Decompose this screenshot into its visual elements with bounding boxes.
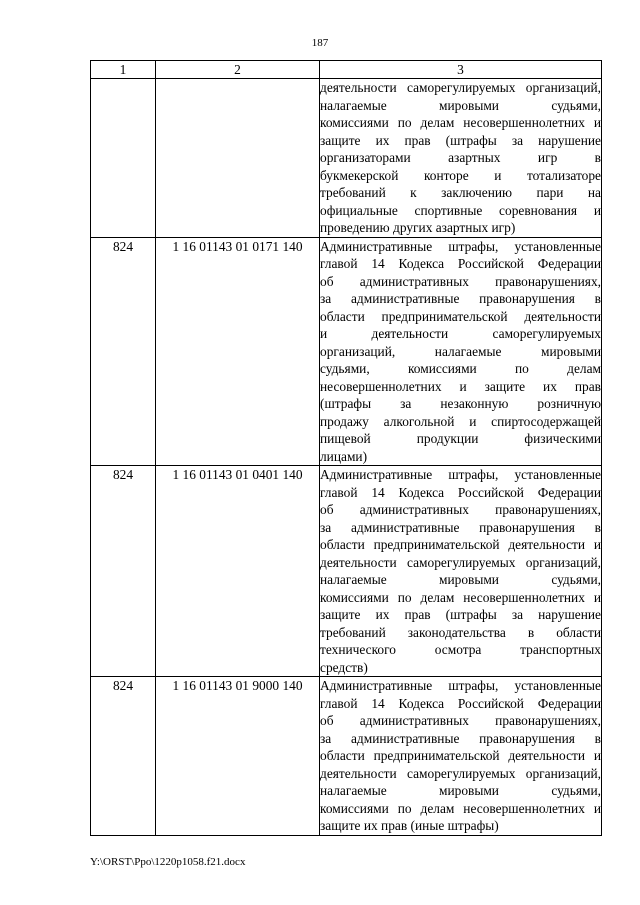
table-row (91, 79, 602, 238)
description-line: комиссиями по делам несовершеннолетних и (320, 589, 601, 605)
description-line: судьями, комиссиями по делам (320, 361, 601, 376)
description-cell (320, 466, 602, 677)
description-line: организаторами азартных игр в (320, 150, 601, 165)
description-line: деятельности саморегулируемых организаций, (320, 554, 601, 570)
description-line: за административные правонарушения в (320, 730, 601, 746)
admin-code-cell: 824 (91, 677, 156, 836)
description-line: комиссиями по делам несовершеннолетних и (320, 115, 601, 130)
description-line: защите их прав (иные штрафы) (320, 818, 499, 833)
description-line: средств) (320, 659, 368, 675)
admin-code-cell: 824 (91, 237, 156, 466)
description-line: требований законодательства в области (320, 624, 601, 640)
description-line: комиссиями по делам несовершеннолетних и (320, 800, 601, 816)
description-line: за административные правонарушения в (320, 291, 601, 306)
description-line: об административных правонарушениях, (320, 713, 601, 728)
description-line: налагаемые мировыми судьями, (320, 783, 601, 798)
description-line: области предпринимательской деятельности и (320, 537, 601, 552)
description-line: главой 14 Кодекса Российской Федерации (320, 695, 601, 711)
budget-classification-code-cell: 1 16 01143 01 9000 140 (156, 677, 320, 836)
table-row (91, 466, 602, 677)
column-header: 2 (156, 61, 320, 79)
budget-classification-code-cell (156, 79, 320, 238)
column-header: 1 (91, 61, 156, 79)
description-line: за административные правонарушения в (320, 519, 601, 535)
description-line: организаций, налагаемые мировыми (320, 343, 601, 359)
budget-classification-code-cell: 1 16 01143 01 0401 140 (156, 466, 320, 677)
admin-code-cell: 824 (91, 466, 156, 677)
description-line: защите их прав (штрафы за нарушение (320, 607, 601, 622)
description-line: области предпринимательской деятельности (320, 308, 601, 324)
page-number: 187 (311, 37, 329, 49)
description-line: лицами) (320, 448, 368, 464)
description-line: несовершеннолетних и защите их прав (320, 378, 601, 394)
description-line: защите их прав (штрафы за нарушение (320, 132, 601, 148)
file-path-footer: Y:\ORST\Ppo\1220p1058.f21.docx (90, 856, 246, 868)
description-line: пищевой продукции физическими (320, 431, 601, 446)
description-line: налагаемые мировыми судьями, (320, 572, 601, 587)
description-line: требований к заключению пари на (320, 185, 601, 200)
budget-classification-code-cell: 1 16 01143 01 0171 140 (156, 237, 320, 466)
description-line: Административные штрафы, установленные (320, 238, 601, 254)
description-line: технического осмотра транспортных (320, 642, 601, 657)
budget-codes-table (90, 60, 602, 836)
description-line: официальные спортивные соревнования и (320, 202, 601, 218)
admin-code-cell (91, 79, 156, 238)
description-cell (320, 237, 602, 466)
description-line: деятельности саморегулируемых организаций, (320, 765, 601, 781)
description-line: деятельности саморегулируемых организаций, (320, 80, 601, 95)
column-header: 3 (320, 61, 602, 79)
description-line: и деятельности саморегулируемых (320, 326, 601, 341)
description-cell (320, 677, 602, 836)
description-line: продажу алкогольной и спиртосодержащей (320, 413, 601, 429)
table-row (91, 677, 602, 836)
description-line: об административных правонарушениях, (320, 273, 601, 289)
description-line: проведению других азартных игр) (320, 220, 516, 235)
description-cell (320, 79, 602, 238)
table-row (91, 237, 602, 466)
table-header-row (91, 61, 602, 79)
description-line: налагаемые мировыми судьями, (320, 97, 601, 113)
description-line: главой 14 Кодекса Российской Федерации (320, 256, 601, 271)
description-line: букмекерской конторе и тотализаторе (320, 167, 601, 183)
description-line: об административных правонарушениях, (320, 502, 601, 517)
description-line: Административные штрафы, установленные (320, 467, 601, 482)
description-line: Административные штрафы, установленные (320, 678, 601, 693)
description-line: области предпринимательской деятельности и (320, 748, 601, 763)
description-line: главой 14 Кодекса Российской Федерации (320, 484, 601, 500)
description-line: (штрафы за незаконную розничную (320, 396, 601, 411)
